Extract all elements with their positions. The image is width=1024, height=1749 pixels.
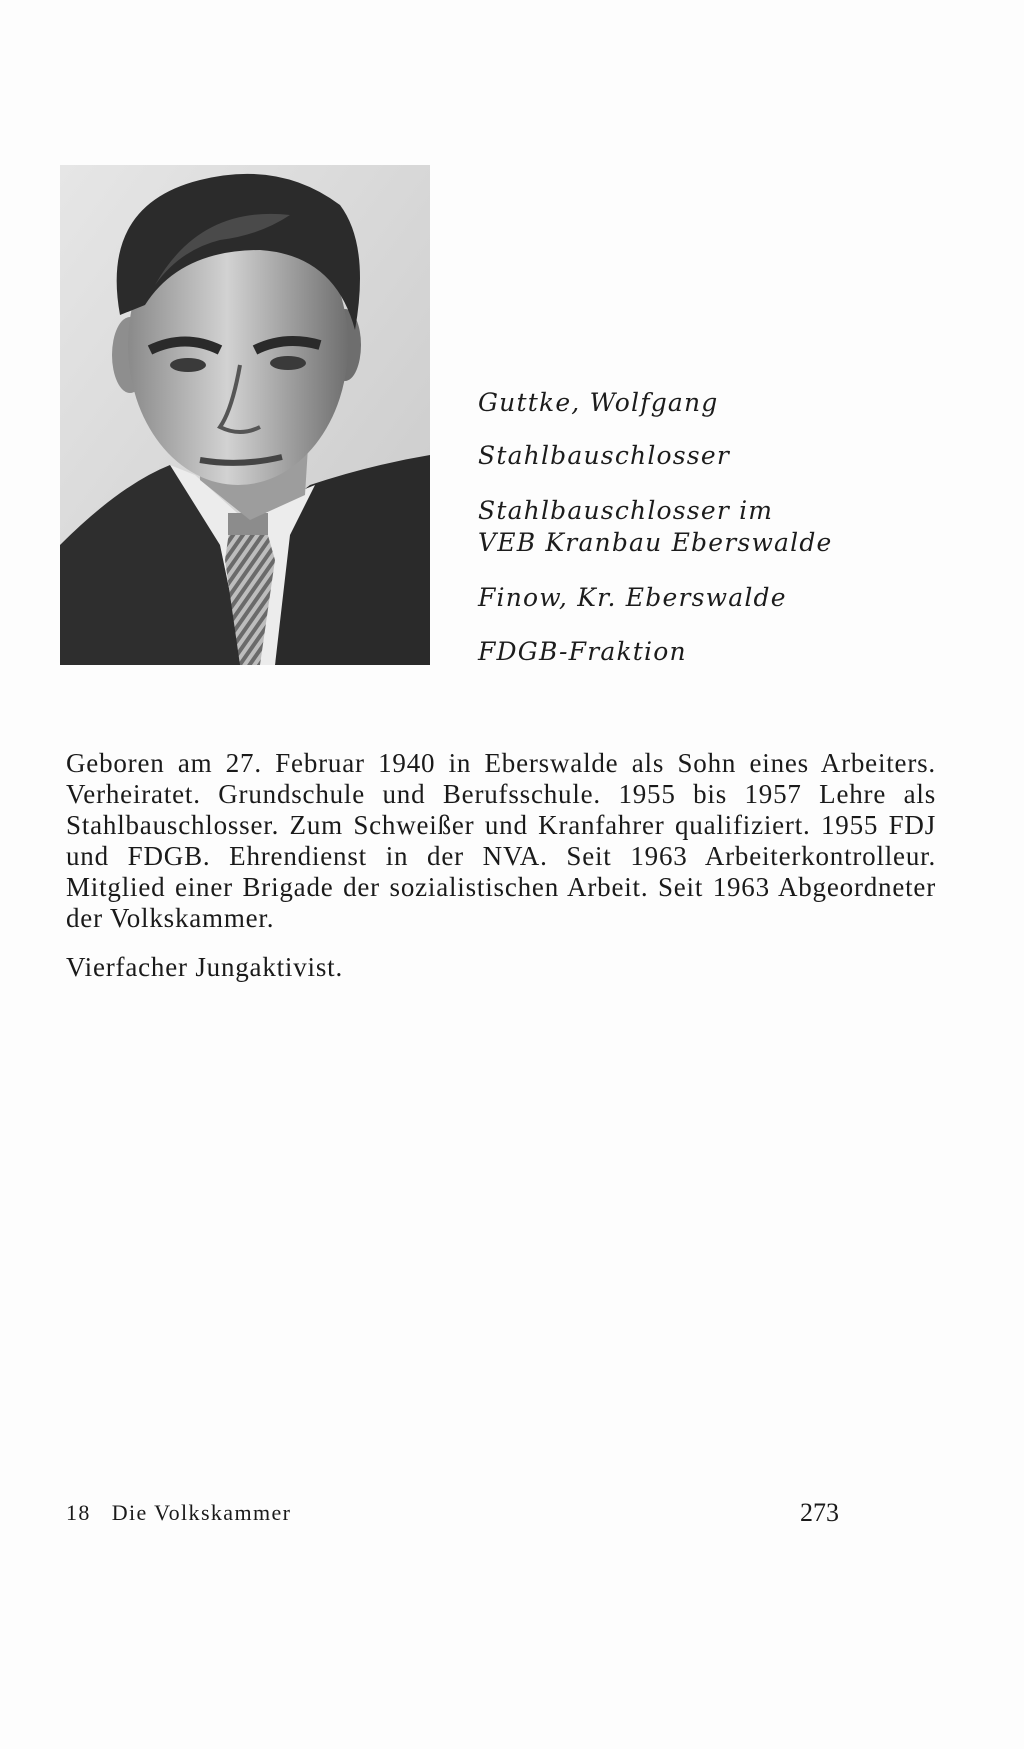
profile-residence: Finow, Kr. Eberswalde [478, 583, 787, 612]
biography-paragraph-awards: Vierfacher Jungaktivist. [66, 952, 343, 982]
biography-paragraph: Geboren am 27. Februar 1940 in Eberswalde als Sohn eines Arbeiters. Verheiratet. Grundschule und Berufsschule. 1955 bis 1957 Lehre als Stahlbauschlosser. Zum Schweißer und Kranfahrer qualifiziert. 1955 FDJ und FDGB. Ehrendienst in der NVA. Seit 1963 Arbeiterkontrolleur. Mitglied einer Brigade der sozialistischen Arbeit. Seit 1963 Abgeordneter der Volkskammer. [66, 748, 936, 933]
profile-profession: Stahlbauschlosser [478, 441, 730, 470]
portrait-photo-graphic [60, 165, 430, 665]
profile-workplace-line2: VEB Kranbau Eberswalde [478, 528, 833, 557]
profile-name: Guttke, Wolfgang [478, 388, 719, 417]
page-footer-left [66, 1500, 291, 1526]
sheet-signature: 18 [66, 1500, 91, 1525]
portrait-photo [60, 165, 430, 665]
profile-workplace-line1: Stahlbauschlosser im [478, 496, 774, 525]
page-number: 273 [800, 1498, 839, 1527]
profile-faction: FDGB-Fraktion [478, 637, 687, 666]
biography [66, 748, 936, 983]
book-title: Die Volkskammer [111, 1500, 292, 1525]
